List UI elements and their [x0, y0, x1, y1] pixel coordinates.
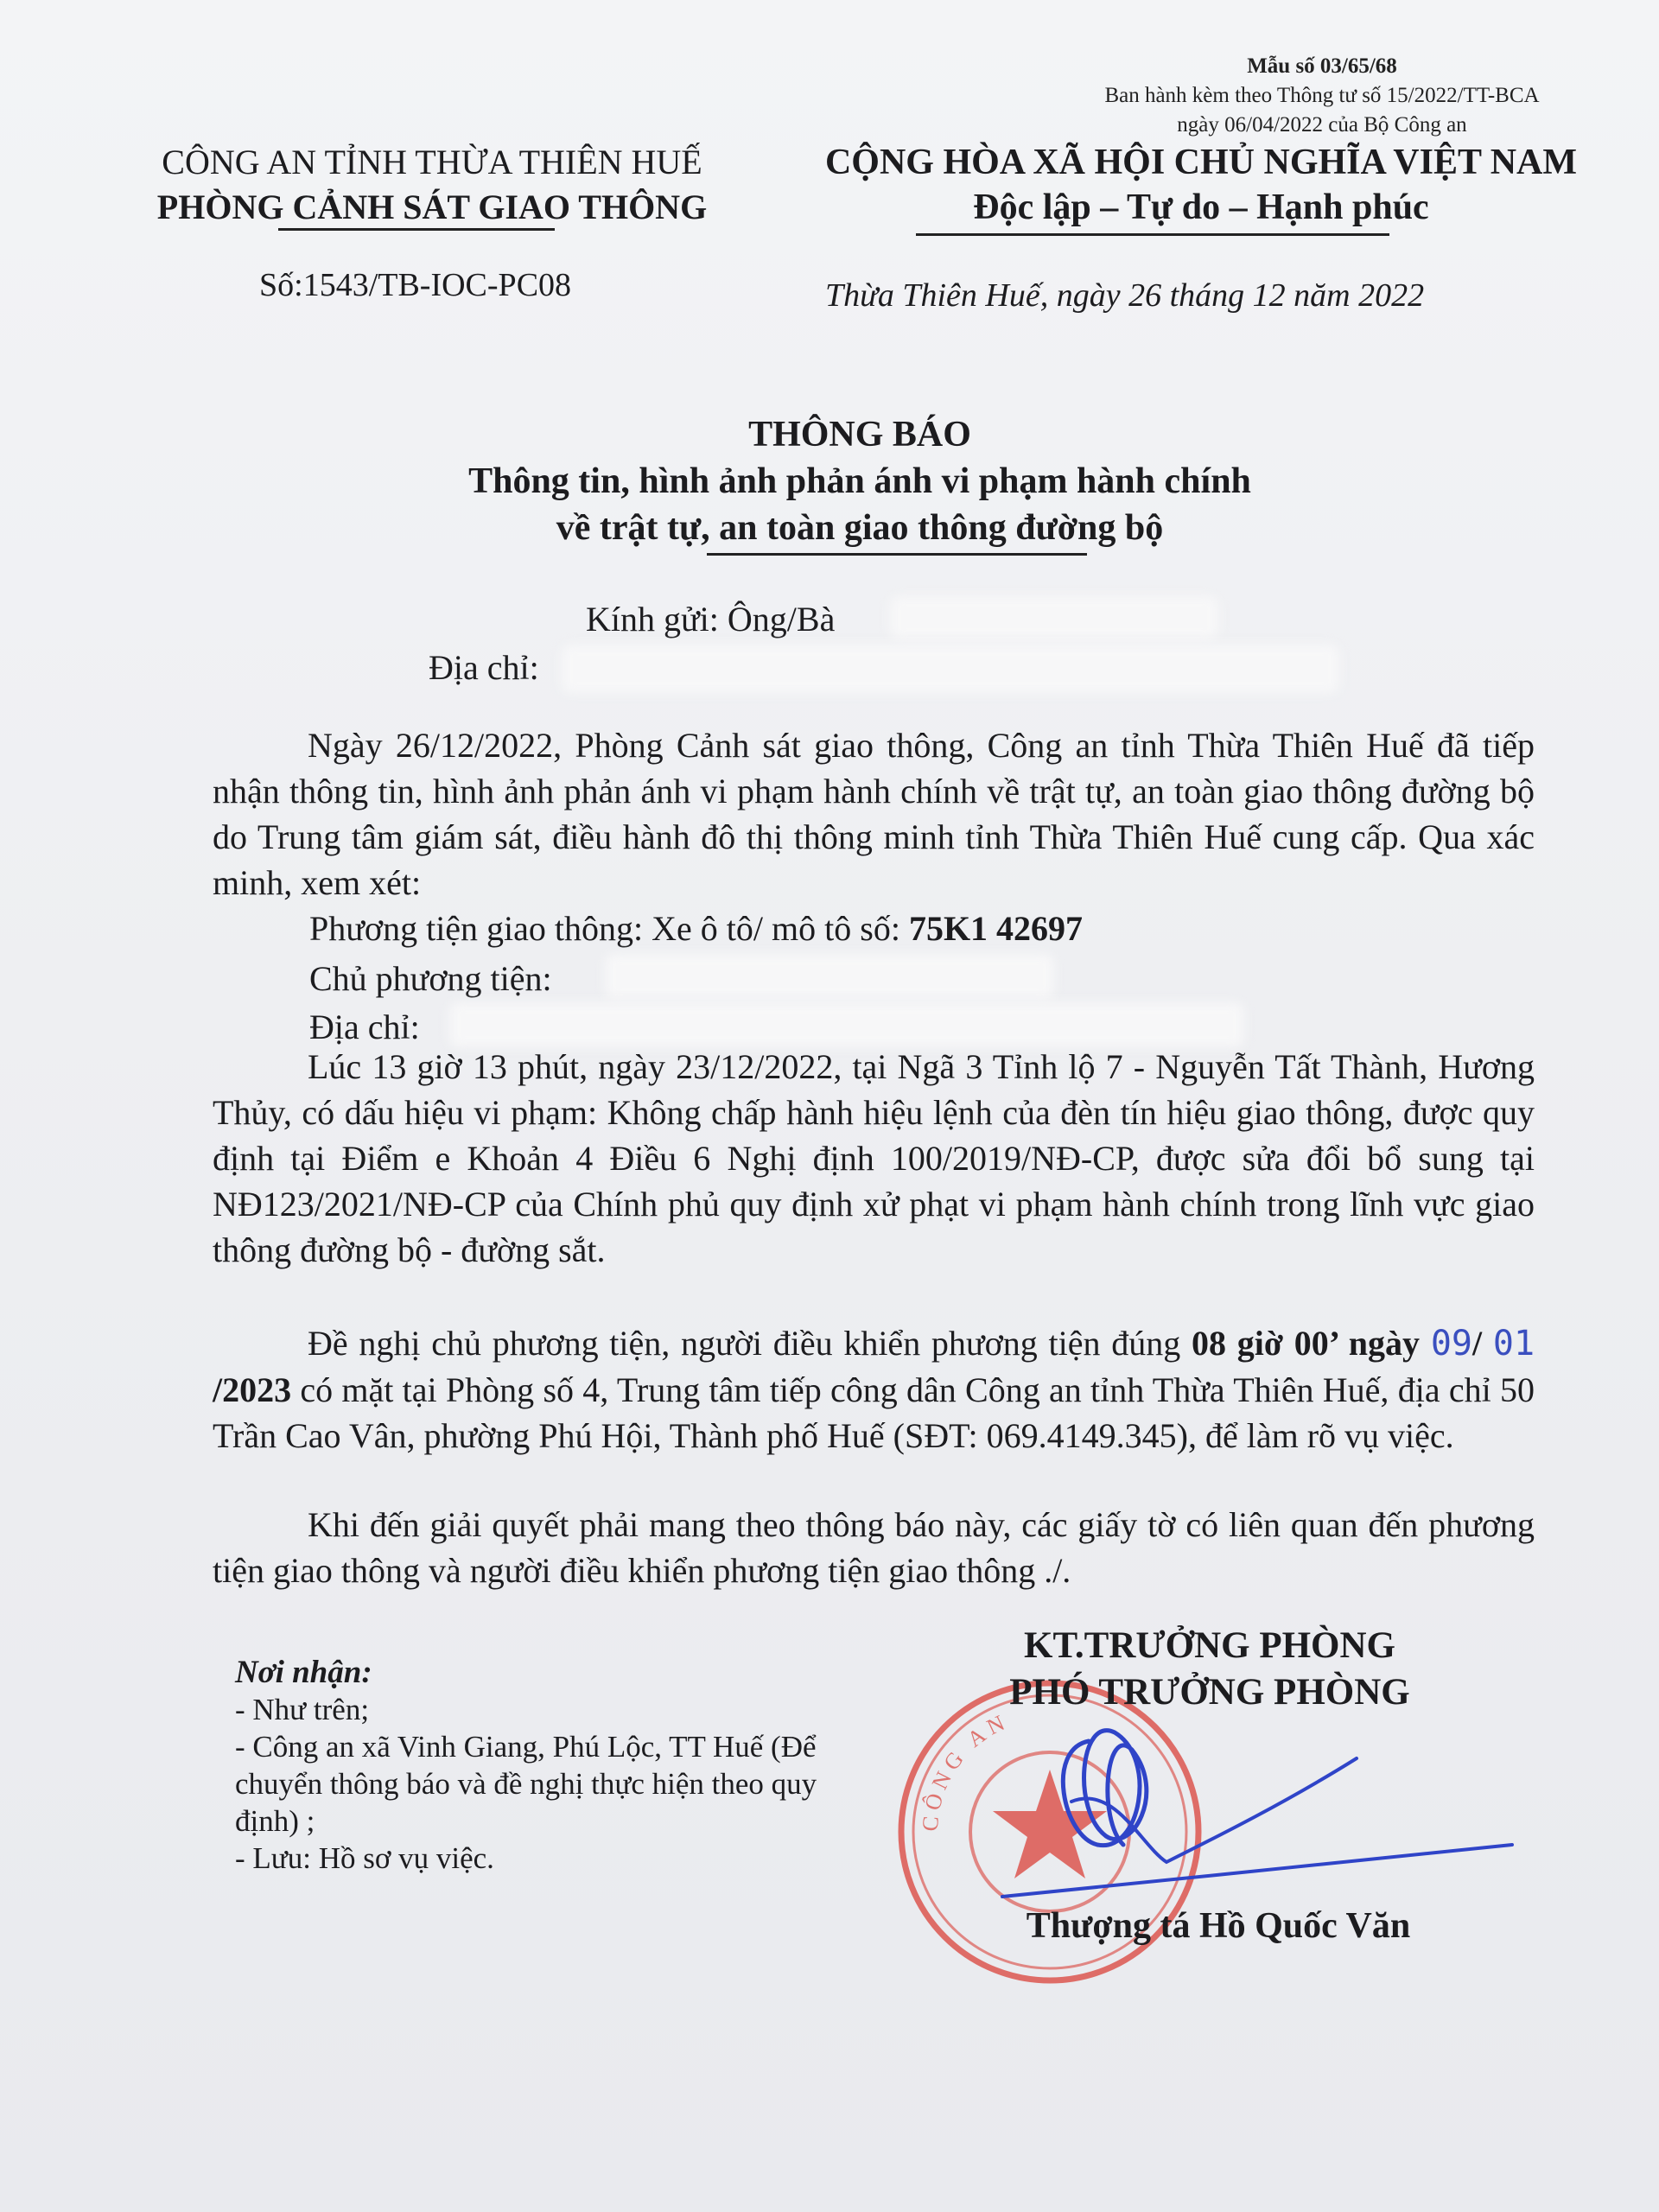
kinh-gui: Kính gửi: Ông/Bà	[586, 600, 836, 639]
paragraph-reception: Ngày 26/12/2022, Phòng Cảnh sát giao thông, Công an tỉnh Thừa Thiên Huế đã tiếp nhận thông tin, hình ảnh phản ánh vi phạm hành chính về trật tự, an toàn giao thông đường bộ do Trung tâm giám sát, điều hành đô thị thông minh tỉnh Thừa Thiên Huế cung cấp. Qua xác minh, xem xét:	[213, 726, 1535, 902]
recipients-heading: Nơi nhận:	[235, 1655, 372, 1690]
title-underline	[707, 553, 1087, 556]
document-number: Số:1543/TB-IOC-PC08	[259, 267, 572, 303]
recipient-item: - Như trên;	[235, 1693, 370, 1726]
recipient-item: - Lưu: Hồ sơ vụ việc.	[235, 1841, 494, 1875]
recipient-item: - Công an xã Vinh Giang, Phú Lộc, TT Huế (Để chuyển thông báo và đề nghị thực hiện theo quy định) ;	[235, 1730, 817, 1838]
signer-name: Thượng tá Hồ Quốc Văn	[1026, 1906, 1411, 1946]
vehicle-line	[309, 906, 1083, 951]
vehicle-plate: 75K1 42697	[908, 909, 1084, 948]
form-number: Mẫu số 03/65/68	[1247, 54, 1397, 78]
signature-title	[959, 1623, 1460, 1716]
owner-label: Chủ phương tiện:	[309, 959, 552, 998]
form-issued-line1: Ban hành kèm theo Thông tư số 15/2022/TT-BCA	[1104, 84, 1540, 107]
country-name: CỘNG HÒA XÃ HỘI CHỦ NGHĨA VIỆT NAM	[824, 143, 1578, 182]
title-sub1: Thông tin, hình ảnh phản ánh vi phạm hành chính	[468, 461, 1251, 501]
paragraph-requirements: Khi đến giải quyết phải mang theo thông báo này, các giấy tờ có liên quan đến phương tiện giao thông và người điều khiển phương tiện giao thông ./.	[213, 1505, 1535, 1590]
summons-year: /2023	[213, 1370, 292, 1409]
vehicle-label: Phương tiện giao thông: Xe ô tô/ mô tô số:	[309, 909, 909, 948]
redacted-recipient-address	[562, 645, 1339, 693]
national-motto-block	[760, 140, 1642, 230]
redacted-vehicle-address	[449, 1002, 1244, 1047]
title-main: THÔNG BÁO	[748, 415, 971, 454]
summons-month-handwritten: 01	[1492, 1324, 1535, 1363]
issuer-block	[121, 140, 743, 230]
redacted-owner-name	[605, 954, 1054, 999]
motto: Độc lập – Tự do – Hạnh phúc	[973, 188, 1429, 227]
issuer-agency: CÔNG AN TỈNH THỪA THIÊN HUẾ	[162, 143, 702, 181]
document-title	[0, 411, 1659, 551]
signature-line1: KT.TRƯỞNG PHÒNG	[1024, 1625, 1395, 1666]
form-issued-line2: ngày 06/04/2022 của Bộ Công an	[1177, 113, 1467, 137]
date-place: Thừa Thiên Huế, ngày 26 tháng 12 năm 2022	[825, 277, 1425, 314]
summons-time: 08 giờ 00’ ngày	[1191, 1324, 1421, 1363]
vehicle-address-label: Địa chỉ:	[309, 1007, 420, 1046]
paragraph-summons	[213, 1320, 1535, 1459]
issuer-underline	[278, 228, 555, 231]
title-sub2: về trật tự, an toàn giao thông đường bộ	[556, 508, 1164, 548]
summons-text-b: có mặt tại Phòng số 4, Trung tâm tiếp công dân Công an tỉnh Thừa Thiên Huế, địa chỉ 50 Trần Cao Vân, phường Phú Hội, Thành phố Huế (SĐT: 069.4149.345), để làm rõ vụ việc.	[213, 1370, 1535, 1455]
paragraph-violation: Lúc 13 giờ 13 phút, ngày 23/12/2022, tại Ngã 3 Tỉnh lộ 7 - Nguyễn Tất Thành, Hương Thủy, có dấu hiệu vi phạm: Không chấp hành hiệu lệnh của đèn tín hiệu giao thông, được quy định tại Điểm e Khoản 4 Điều 6 Nghị định 100/2019/NĐ-CP, được sửa đổi bổ sung tại NĐ123/2021/NĐ-CP của Chính phủ quy định xử phạt vi phạm hành chính trong lĩnh vực giao thông đường bộ - đường sắt.	[213, 1047, 1535, 1269]
redacted-recipient-name	[890, 596, 1218, 639]
motto-underline	[916, 233, 1389, 236]
form-number-block	[942, 52, 1659, 140]
summons-text-a: Đề nghị chủ phương tiện, người điều khiển phương tiện đúng	[308, 1324, 1192, 1363]
summons-sep: /	[1471, 1324, 1483, 1363]
summons-day-handwritten: 09	[1430, 1324, 1472, 1363]
recipient-address-label: Địa chỉ:	[429, 648, 539, 687]
recipients-list	[235, 1654, 874, 1877]
stamp-text: CÔNG AN	[917, 1707, 1014, 1833]
signature-line2: PHÓ TRƯỞNG PHÒNG	[1009, 1672, 1410, 1713]
issuer-department: PHÒNG CẢNH SÁT GIAO THÔNG	[156, 188, 708, 226]
